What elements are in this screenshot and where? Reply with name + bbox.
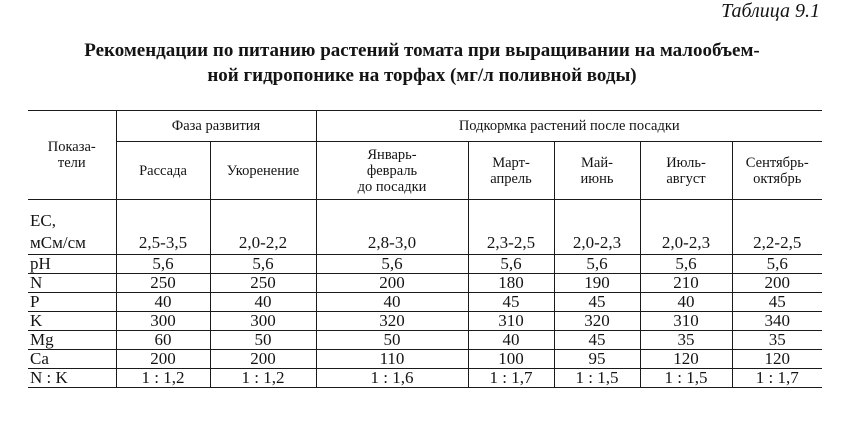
- cell-p-mar-apr: 45: [468, 293, 554, 312]
- header-indicators-line-2: тели: [57, 155, 86, 171]
- header-row-columns: [28, 142, 822, 200]
- cell-p-jul-aug: 40: [640, 293, 732, 312]
- cell-p-sep-oct: 45: [732, 293, 822, 312]
- title-line-1: Рекомендации по питанию растений томата при выращивании на малообъем-: [84, 40, 760, 61]
- table-row-ca: [28, 350, 822, 369]
- cell-n-seedlings: 250: [116, 274, 210, 293]
- cell-ec-jan-feb: 2,8-3,0: [316, 200, 468, 255]
- row-label-n-k-ratio: N : K: [28, 369, 116, 388]
- header-jan-feb-line-3: до посадки: [357, 178, 427, 195]
- cell-ph-jul-aug: 5,6: [640, 255, 732, 274]
- header-row-groups: [28, 111, 822, 142]
- cell-k-seedlings: 300: [116, 312, 210, 331]
- cell-ca-sep-oct: 120: [732, 350, 822, 369]
- cell-ec-seedlings: 2,5-3,5: [116, 200, 210, 255]
- table-row-ec: [28, 200, 822, 255]
- cell-mg-sep-oct: 35: [732, 331, 822, 350]
- row-label-p: P: [28, 293, 116, 312]
- header-rooting: Укоренение: [210, 142, 316, 200]
- header-jul-aug: [640, 142, 732, 200]
- cell-ca-may-jun: 95: [554, 350, 640, 369]
- cell-mg-jan-feb: 50: [316, 331, 468, 350]
- cell-ph-sep-oct: 5,6: [732, 255, 822, 274]
- cell-k-sep-oct: 340: [732, 312, 822, 331]
- cell-nk-seedlings: 1 : 1,2: [116, 369, 210, 388]
- cell-p-may-jun: 45: [554, 293, 640, 312]
- header-may-jun: [554, 142, 640, 200]
- header-may-jun-line-2: июнь: [580, 170, 614, 187]
- header-jan-feb-line-2: февраль: [366, 162, 418, 179]
- nutrition-table: [28, 110, 822, 388]
- header-jan-feb-line-1: Январь-: [367, 146, 417, 163]
- cell-ec-rooting: 2,0-2,2: [210, 200, 316, 255]
- table-row-k: [28, 312, 822, 331]
- cell-mg-seedlings: 60: [116, 331, 210, 350]
- cell-ph-mar-apr: 5,6: [468, 255, 554, 274]
- cell-nk-may-jun: 1 : 1,5: [554, 369, 640, 388]
- header-mar-apr-line-1: Март-: [492, 154, 530, 171]
- cell-n-rooting: 250: [210, 274, 316, 293]
- cell-ph-may-jun: 5,6: [554, 255, 640, 274]
- cell-p-rooting: 40: [210, 293, 316, 312]
- cell-nk-sep-oct: 1 : 1,7: [732, 369, 822, 388]
- table-row-ph: [28, 255, 822, 274]
- table-row-p: [28, 293, 822, 312]
- row-label-ec-line-1: EC,: [30, 211, 56, 230]
- cell-nk-rooting: 1 : 1,2: [210, 369, 316, 388]
- cell-mg-may-jun: 45: [554, 331, 640, 350]
- header-jul-aug-line-2: август: [666, 170, 706, 187]
- title-line-2: ной гидропонике на торфах (мг/л поливной воды): [207, 65, 637, 86]
- cell-n-jan-feb: 200: [316, 274, 468, 293]
- header-jul-aug-line-1: Июль-: [666, 154, 706, 171]
- cell-nk-jan-feb: 1 : 1,6: [316, 369, 468, 388]
- header-jan-feb: [316, 142, 468, 200]
- cell-n-may-jun: 190: [554, 274, 640, 293]
- header-sep-oct-line-1: Сентябрь-: [745, 154, 809, 171]
- cell-ca-jan-feb: 110: [316, 350, 468, 369]
- header-sep-oct: [732, 142, 822, 200]
- table-number-label: Таблица 9.1: [721, 0, 820, 22]
- cell-ca-seedlings: 200: [116, 350, 210, 369]
- header-indicators: [28, 111, 116, 200]
- row-label-mg: Mg: [28, 331, 116, 350]
- row-label-ec-line-2: мСм/см: [30, 233, 86, 252]
- cell-ph-jan-feb: 5,6: [316, 255, 468, 274]
- header-mar-apr: [468, 142, 554, 200]
- cell-nk-jul-aug: 1 : 1,5: [640, 369, 732, 388]
- cell-ec-sep-oct: 2,2-2,5: [732, 200, 822, 255]
- cell-ec-jul-aug: 2,0-2,3: [640, 200, 732, 255]
- row-label-ec: [28, 200, 116, 255]
- cell-k-jan-feb: 320: [316, 312, 468, 331]
- cell-ph-rooting: 5,6: [210, 255, 316, 274]
- header-may-jun-line-1: Май-: [581, 154, 613, 171]
- header-sep-oct-line-2: октябрь: [753, 170, 802, 187]
- cell-mg-jul-aug: 35: [640, 331, 732, 350]
- row-label-k: K: [28, 312, 116, 331]
- table-row-mg: [28, 331, 822, 350]
- cell-n-sep-oct: 200: [732, 274, 822, 293]
- table-row-n-k-ratio: [28, 369, 822, 388]
- cell-n-mar-apr: 180: [468, 274, 554, 293]
- cell-ph-seedlings: 5,6: [116, 255, 210, 274]
- cell-p-seedlings: 40: [116, 293, 210, 312]
- cell-k-mar-apr: 310: [468, 312, 554, 331]
- cell-k-may-jun: 320: [554, 312, 640, 331]
- cell-p-jan-feb: 40: [316, 293, 468, 312]
- header-mar-apr-line-2: апрель: [490, 170, 532, 187]
- cell-ec-mar-apr: 2,3-2,5: [468, 200, 554, 255]
- cell-n-jul-aug: 210: [640, 274, 732, 293]
- cell-nk-mar-apr: 1 : 1,7: [468, 369, 554, 388]
- cell-ca-jul-aug: 120: [640, 350, 732, 369]
- cell-ca-rooting: 200: [210, 350, 316, 369]
- header-feeding-group: Подкормка растений после посадки: [316, 111, 822, 142]
- cell-mg-mar-apr: 40: [468, 331, 554, 350]
- row-label-n: N: [28, 274, 116, 293]
- header-indicators-line-1: Показа-: [47, 139, 96, 155]
- row-label-ca: Ca: [28, 350, 116, 369]
- cell-mg-rooting: 50: [210, 331, 316, 350]
- header-phase-group: Фаза развития: [116, 111, 316, 142]
- table-row-n: [28, 274, 822, 293]
- cell-k-rooting: 300: [210, 312, 316, 331]
- table-title: [14, 38, 830, 88]
- cell-ec-may-jun: 2,0-2,3: [554, 200, 640, 255]
- cell-k-jul-aug: 310: [640, 312, 732, 331]
- cell-ca-mar-apr: 100: [468, 350, 554, 369]
- header-seedlings: Рассада: [116, 142, 210, 200]
- row-label-ph: pH: [28, 255, 116, 274]
